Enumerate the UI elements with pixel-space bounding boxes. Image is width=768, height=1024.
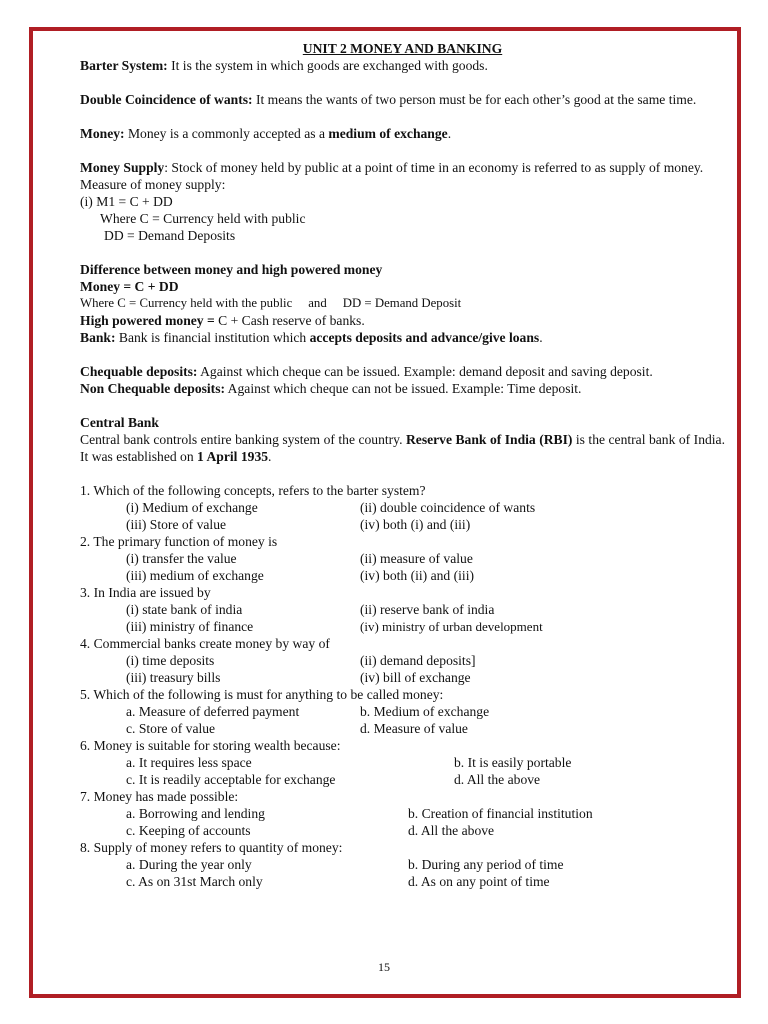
term: Chequable deposits: [80,364,198,379]
definition-text: : Stock of money held by public at a point of time in an economy is referred to as supply of money. [164,160,704,175]
option: (iv) both (ii) and (iii) [360,568,475,583]
question-item [80,584,725,635]
heading-text: Central Bank [80,415,159,430]
question-item [80,737,725,788]
central-bank-text [80,431,725,465]
option: d. All the above [408,823,495,838]
question-text: 4. Commercial banks create money by way of [80,636,330,651]
option: (iv) bill of exchange [360,670,471,685]
term: Barter System: [80,58,168,73]
option: a. Measure of deferred payment [126,704,300,719]
term: Double Coincidence of wants: [80,92,253,107]
option: c. It is readily acceptable for exchange [126,772,336,787]
option: (i) transfer the value [126,551,237,566]
question-item [80,482,725,533]
definition-text: Against which cheque can not be issued. Example: Time deposit. [225,381,582,396]
emphasis: Reserve Bank of India (RBI) [405,432,573,447]
text: is the central bank of India. It was established on [80,432,725,464]
question-text: 8. Supply of money refers to quantity of money: [80,840,343,855]
question-item [80,635,725,686]
document-body [80,40,725,890]
barter-definition [80,57,725,74]
money-supply-definition [80,159,725,176]
equation-text: Money = C + DD [80,279,179,294]
money-equation [80,278,725,295]
central-bank-heading [80,414,725,431]
emphasis: medium of exchange [328,126,448,141]
option: (i) state bank of india [126,602,243,617]
question-list [80,482,725,890]
punct: . [268,449,272,464]
option: (iv) both (i) and (iii) [360,517,471,532]
option: a. During the year only [126,857,252,872]
definition-text: C + Cash reserve of banks. [214,313,365,328]
option: d. As on any point of time [408,874,550,889]
question-text: 6. Money is suitable for storing wealth because: [80,738,341,753]
question-item [80,533,725,584]
question-item [80,686,725,737]
option: c. Store of value [126,721,216,736]
option: b. Medium of exchange [360,704,490,719]
where-line: Where C = Currency held with the public and DD = Demand Deposit [80,296,462,310]
non-chequable-definition [80,380,725,397]
measure-heading: Measure of money supply: [80,177,226,192]
question-text: 1. Which of the following concepts, refers to the barter system? [80,483,426,498]
option: (iii) treasury bills [126,670,221,685]
option: (iv) ministry of urban development [360,619,543,634]
option: a. Borrowing and lending [126,806,265,821]
definition-text: Bank is financial institution which [115,330,310,345]
option: b. It is easily portable [454,755,572,770]
punct: . [539,330,543,345]
option: (iii) ministry of finance [126,619,254,634]
option: (i) Medium of exchange [126,500,258,515]
definition-text: It is the system in which goods are exchanged with goods. [167,58,488,73]
emphasis: accepts deposits and advance/give loans [309,330,540,345]
option: (iii) medium of exchange [126,568,264,583]
option: (ii) measure of value [360,551,473,566]
term: Non Chequable deposits: [80,381,226,396]
option: (i) time deposits [126,653,215,668]
option: (iii) Store of value [126,517,227,532]
option: (ii) reserve bank of india [360,602,495,617]
question-text: 7. Money has made possible: [80,789,239,804]
option: a. It requires less space [126,755,252,770]
where-c-line: Where C = Currency held with public [100,211,306,226]
question-item [80,839,725,890]
emphasis: 1 April 1935 [197,449,269,464]
definition-text: Against which cheque can be issued. Example: demand deposit and saving deposit. [197,364,653,379]
question-text: 3. In India are issued by [80,585,211,600]
term: Bank: [80,330,116,345]
option: c. As on 31st March only [126,874,263,889]
definition-text: Money is a commonly accepted as a [124,126,329,141]
option: c. Keeping of accounts [126,823,251,838]
dd-line: DD = Demand Deposits [104,228,236,243]
bank-definition [80,329,725,346]
option: (ii) double coincidence of wants [360,500,536,515]
option: d. All the above [454,772,541,787]
difference-heading [80,261,725,278]
question-item [80,788,725,839]
chequable-definition [80,363,725,380]
question-text: 5. Which of the following is must for anything to be called money: [80,687,444,702]
option: (ii) demand deposits] [360,653,476,668]
double-coincidence-definition [80,91,725,108]
term: Money Supply [80,160,165,175]
m1-formula: (i) M1 = C + DD [80,194,173,209]
heading-text: Difference between money and high powered money [80,262,383,277]
high-powered-money [80,312,725,329]
term: High powered money = [80,313,215,328]
question-text: 2. The primary function of money is [80,534,278,549]
option: b. During any period of time [408,857,564,872]
term: Money: [80,126,125,141]
page-title: UNIT 2 MONEY AND BANKING [302,41,503,56]
punct: . [447,126,452,141]
page-number: 15 [378,960,390,974]
money-definition [80,125,725,142]
option: b. Creation of financial institution [408,806,593,821]
definition-text: It means the wants of two person must be for each other’s good at the same time. [252,92,697,107]
text: Central bank controls entire banking system of the country. [80,432,406,447]
option: d. Measure of value [360,721,468,736]
